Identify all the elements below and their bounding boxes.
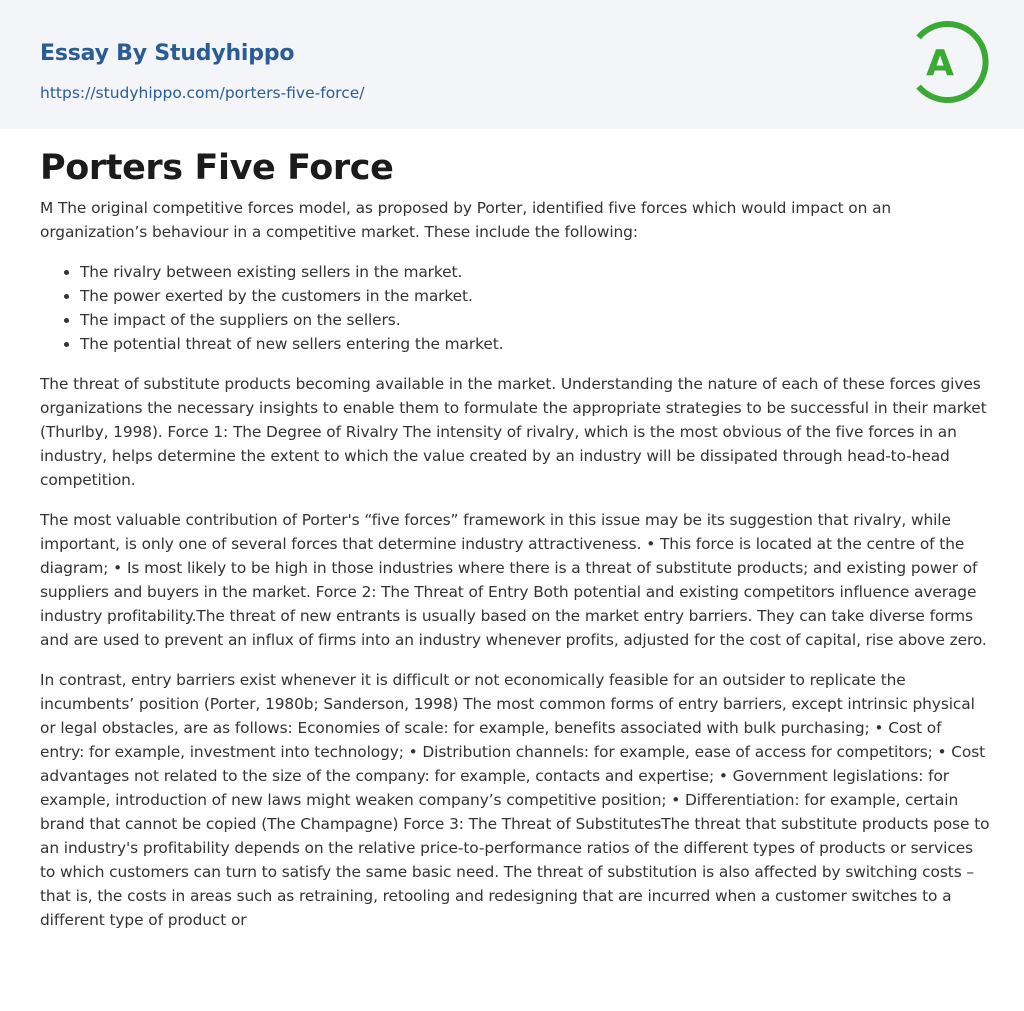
list-item: • The power exerted by the customers in the market. (80, 284, 990, 308)
studyhippo-logo[interactable] (907, 19, 989, 105)
list-item: • The potential threat of new sellers entering the market. (80, 332, 990, 356)
article-paragraph: The threat of substitute products becoming available in the market. Understanding the nature of each of these forces gives organizations the necessary insights to enable them to formulate the appropriate strategies to be successful in their market (Thurlby, 1998). Force 1: The Degree of Rivalry The intensity of rivalry, which is the most obvious of the five forces in an industry, helps determine the extent to which the value created by an industry will be dissipated through head-to-head competition. (40, 375, 987, 489)
article-paragraph: In contrast, entry barriers exist whenever it is difficult or not economically feasible for an outsider to replicate the incumbents’ position (Porter, 1980b; Sanderson, 1998) The most common forms of entry barriers, except intrinsic physical or legal obstacles, are as follows: Economies of scale: for example, benefits associated with bulk purchasing; • Cost of entry: for example, investment into technology; • Distribution channels: for example, ease of access for competitors; • Cost advantages not related to the size of the company: for example, contacts and expertise; • Government legislations: for example, introduction of new laws might weaken company’s competitive position; • Differentiation: for example, certain brand that cannot be copied (The Champagne) Force 3: The Threat of SubstitutesThe threat that substitute products pose to an industry's profitability depends on the relative price-to-performance ratios of the different types of products or services to which customers can turn to satisfy the same basic need. The threat of substitution is also affected by switching costs – that is, the costs in areas such as retraining, retooling and redesigning that are incurred when a customer switches to a different type of product or (40, 671, 990, 929)
article-title: Porters Five Force (40, 148, 394, 188)
article-paragraph: The most valuable contribution of Porter's “five forces” framework in this issue may be its suggestion that rivalry, while important, is only one of several forces that determine industry attractiveness. • This force is located at the centre of the diagram; • Is most likely to be high in those industries where there is a threat of substitute products; and existing power of suppliers and buyers in the market. Force 2: The Threat of Entry Both potential and existing competitors influence average industry profitability.The threat of new entrants is usually based on the market entry barriers. They can take diverse forms and are used to prevent an influx of firms into an industry whenever profits, adjusted for the cost of capital, rise above zero. (40, 511, 987, 649)
site-brand[interactable]: Essay By Studyhippo (40, 41, 295, 66)
logo-ring-icon (907, 19, 989, 105)
forces-list (40, 260, 990, 356)
article (40, 145, 990, 948)
list-item: • The rivalry between existing sellers in the market. (80, 260, 990, 284)
logo-letter: A (926, 43, 954, 84)
site-header (0, 0, 1024, 129)
article-url-link[interactable]: https://studyhippo.com/porters-five-force/ (40, 84, 365, 102)
list-item: • The impact of the suppliers on the sellers. (80, 308, 990, 332)
article-intro: M The original competitive forces model, as proposed by Porter, identified five forces which would impact on an organization’s behaviour in a competitive market. These include the following: (40, 199, 892, 241)
